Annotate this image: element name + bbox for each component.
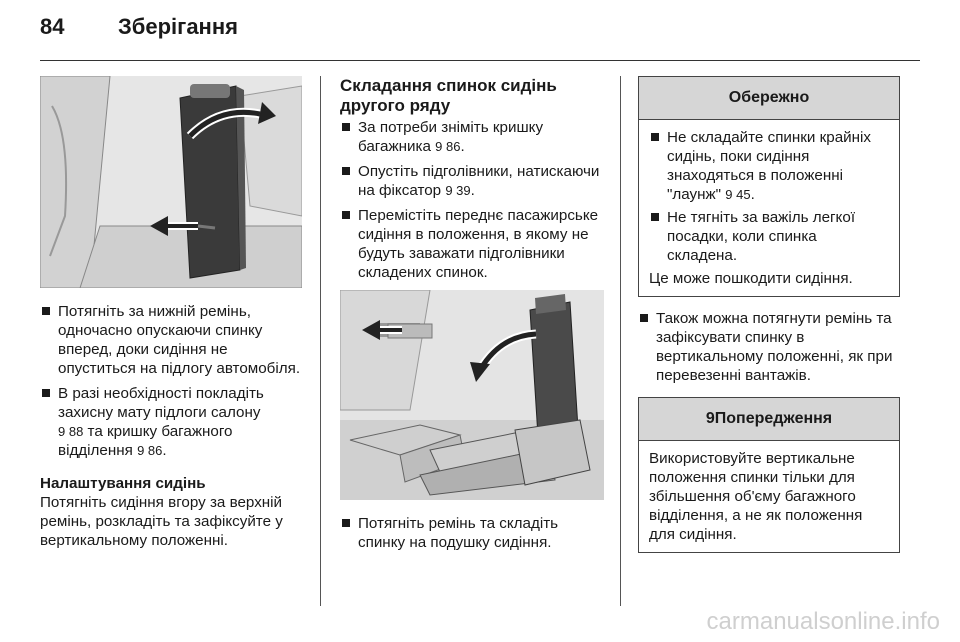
bullet-text: За потреби зніміть кришку багажника bbox=[358, 119, 544, 155]
bullet-text: Потягніть ремінь та складіть спинку на подушку сидіння. bbox=[358, 515, 559, 551]
bullet-square-icon bbox=[651, 133, 659, 141]
col2-bullet-list bbox=[340, 118, 604, 282]
bullet-square-icon bbox=[42, 307, 50, 315]
header-rule bbox=[40, 60, 920, 61]
page-header bbox=[40, 14, 238, 40]
warning-header bbox=[639, 398, 899, 441]
caution-title: Обережно bbox=[639, 77, 899, 120]
page-reference[interactable]: 9 39 bbox=[445, 183, 471, 198]
bullet-square-icon bbox=[651, 213, 659, 221]
column-divider-2 bbox=[620, 76, 621, 606]
list-item bbox=[638, 309, 900, 385]
page-reference[interactable]: 9 45 bbox=[725, 187, 751, 202]
figure-seat-folding bbox=[40, 76, 302, 288]
warning-text: Використовуйте вертикальне положення спинки тільки для збільшення об'єму багажного відділення, а не як положення для сидіння. bbox=[649, 450, 863, 543]
list-item bbox=[340, 514, 604, 552]
bullet-text: В разі необхідності покладіть захисну мату підлоги салону bbox=[58, 385, 264, 421]
list-item bbox=[649, 128, 889, 204]
second-row-seats-illustration bbox=[340, 290, 604, 500]
bullet-text: Не складайте спинки крайніх сидінь, поки сидіння знаходяться в положенні "лаунж" bbox=[667, 129, 872, 203]
figure-second-row-seats bbox=[340, 290, 604, 500]
column-1 bbox=[40, 76, 302, 550]
bullet-text: . bbox=[470, 182, 475, 199]
bullet-text: . bbox=[750, 186, 755, 203]
warning-box bbox=[638, 397, 900, 553]
bullet-square-icon bbox=[342, 211, 350, 219]
list-item bbox=[40, 302, 302, 378]
page-number: 84 bbox=[40, 14, 65, 39]
warning-triangle-icon: 9 bbox=[705, 410, 715, 427]
page-reference[interactable]: 9 88 bbox=[58, 424, 84, 439]
bullet-text: Перемістіть переднє пасажирське сидіння в положення, в якому не будуть заважати підголівники складених спинок. bbox=[358, 207, 599, 281]
section-heading: Складання спинок сидінь другого ряду bbox=[340, 76, 557, 115]
col1-bullet-list bbox=[40, 302, 302, 460]
bullet-text: Потягніть за нижній ремінь, одночасно опускаючи спинку вперед, доки сидіння не опуститься на підлогу автомобіля. bbox=[58, 303, 301, 377]
bullet-text: Не тягніть за важіль легкої посадки, коли спинка складена. bbox=[667, 209, 856, 264]
column-2 bbox=[340, 76, 604, 558]
col3-bullet-list bbox=[638, 309, 900, 385]
caution-box bbox=[638, 76, 900, 297]
caution-footer: Це може пошкодити сидіння. bbox=[649, 270, 853, 287]
bullet-square-icon bbox=[342, 123, 350, 131]
col2-bottom-list bbox=[340, 514, 604, 552]
column-3 bbox=[638, 76, 900, 553]
list-item bbox=[340, 118, 604, 156]
list-item bbox=[649, 208, 889, 265]
warning-title: Попередження bbox=[714, 410, 833, 427]
page-reference[interactable]: 9 86 bbox=[137, 443, 163, 458]
list-item bbox=[340, 162, 604, 200]
bullet-square-icon bbox=[342, 167, 350, 175]
bullet-text: Опустіть підголівники, натискаючи на фіксатор bbox=[358, 163, 600, 199]
watermark: carmanualsonline.info bbox=[706, 608, 940, 635]
caution-list bbox=[649, 128, 889, 265]
list-item bbox=[340, 206, 604, 282]
page-reference[interactable]: 9 86 bbox=[435, 139, 461, 154]
page-title: Зберігання bbox=[118, 14, 238, 39]
bullet-square-icon bbox=[342, 519, 350, 527]
seat-folding-illustration bbox=[40, 76, 302, 288]
bullet-text: Також можна потягнути ремінь та зафіксувати спинку в вертикальному положенні, як при перевезенні вантажів. bbox=[656, 310, 893, 384]
bullet-square-icon bbox=[640, 314, 648, 322]
paragraph-seat-setup: Потягніть сидіння вгору за верхній ремінь, розкладіть та зафіксуйте у вертикальному положенні. bbox=[40, 494, 283, 549]
column-divider-1 bbox=[320, 76, 321, 606]
bullet-text: . bbox=[460, 138, 465, 155]
bullet-square-icon bbox=[42, 389, 50, 397]
bullet-text: . bbox=[162, 442, 167, 459]
subheading-seat-setup: Налаштування сидінь bbox=[40, 475, 206, 492]
bullet-text: та кришку багажного відділення bbox=[58, 423, 233, 459]
list-item bbox=[40, 384, 302, 460]
